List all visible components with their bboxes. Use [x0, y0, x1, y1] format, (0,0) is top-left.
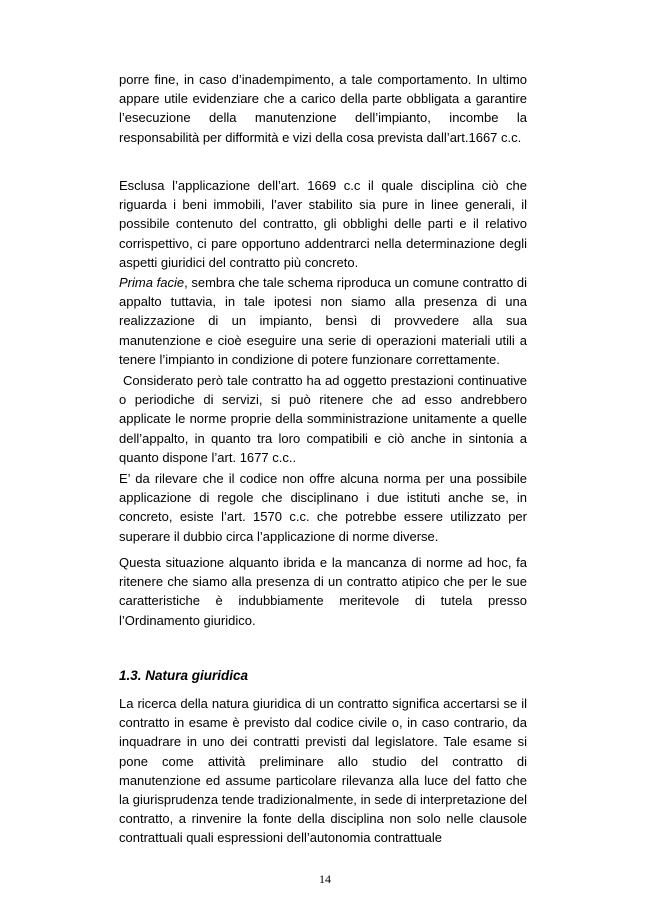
- paragraph-3-body: , sembra che tale schema riproduca un comune contratto di appalto tuttavia, in tale ipotesi non siamo alla presenza di una realizzazione di un impianto, bensì di provvedere alla sua manutenzione e cioè eseguire una serie di operazioni materiali utili a tenere l’impianto in condizione di potere funzionare correttamente.: [119, 275, 527, 367]
- paragraph-3-italic-lead: Prima facie: [119, 275, 185, 290]
- paragraph-2: Esclusa l’applicazione dell’art. 1669 c.c il quale disciplina ciò che riguarda i beni immobili, l’aver stabilito sia pure in linee generali, il possibile contenuto del contratto, gli obblighi delle parti e il relativo corrispettivo, ci pare opportuno addentrarci nella determinazione degli aspetti giuridici del contratto più concreto.: [119, 178, 527, 270]
- paragraph-5: E’ da rilevare che il codice non offre alcuna norma per una possibile applicazione di regole che disciplinano i due istituti anche se, in concreto, esiste l’art. 1570 c.c. che potrebbe essere utilizzato per superare il dubbio circa l’applicazione di norme diverse.: [119, 471, 527, 544]
- paragraph-1: porre fine, in caso d’inadempimento, a tale comportamento. In ultimo appare utile evidenziare che a carico della parte obbligata a garantire l’esecuzione della manutenzione dell’impianto, incombe la responsabilità per difformità e vizi della cosa prevista dall’art.1667 c.c.: [119, 72, 527, 145]
- section-heading: 1.3. Natura giuridica: [119, 668, 249, 683]
- page-number: 14: [319, 872, 331, 886]
- paragraph-6: Questa situazione alquanto ibrida e la mancanza di norme ad hoc, fa ritenere che siamo alla presenza di un contratto atipico che per le sue caratteristiche è indubbiamente meritevole di tutela presso l’Ordinamento giuridico.: [119, 555, 527, 628]
- paragraph-7: La ricerca della natura giuridica di un contratto significa accertarsi se il contratto in esame è previsto dal codice civile o, in caso contrario, da inquadrare in uno dei contratti previsti dal legislatore. Tale esame si pone come attività preliminare allo studio del contratto di manutenzione ed assume particolare rilevanza alla luce del fatto che la giurisprudenza tende tradizionalmente, in sede di interpretazione del contratto, a rinvenire la fonte della disciplina non solo nelle clausole contrattuali quali espressioni dell’autonomia contrattuale: [119, 696, 527, 846]
- paragraph-4: Considerato però tale contratto ha ad oggetto prestazioni continuative o periodiche di servizi, si può ritenere che ad esso andrebbero applicate le norme proprie della somministrazione unitamente a quelle dell’appalto, in quanto tra loro compatibili e ciò anche in sintonia a quanto dispone l’art. 1677 c.c..: [119, 373, 531, 465]
- paragraph-3: [119, 273, 527, 369]
